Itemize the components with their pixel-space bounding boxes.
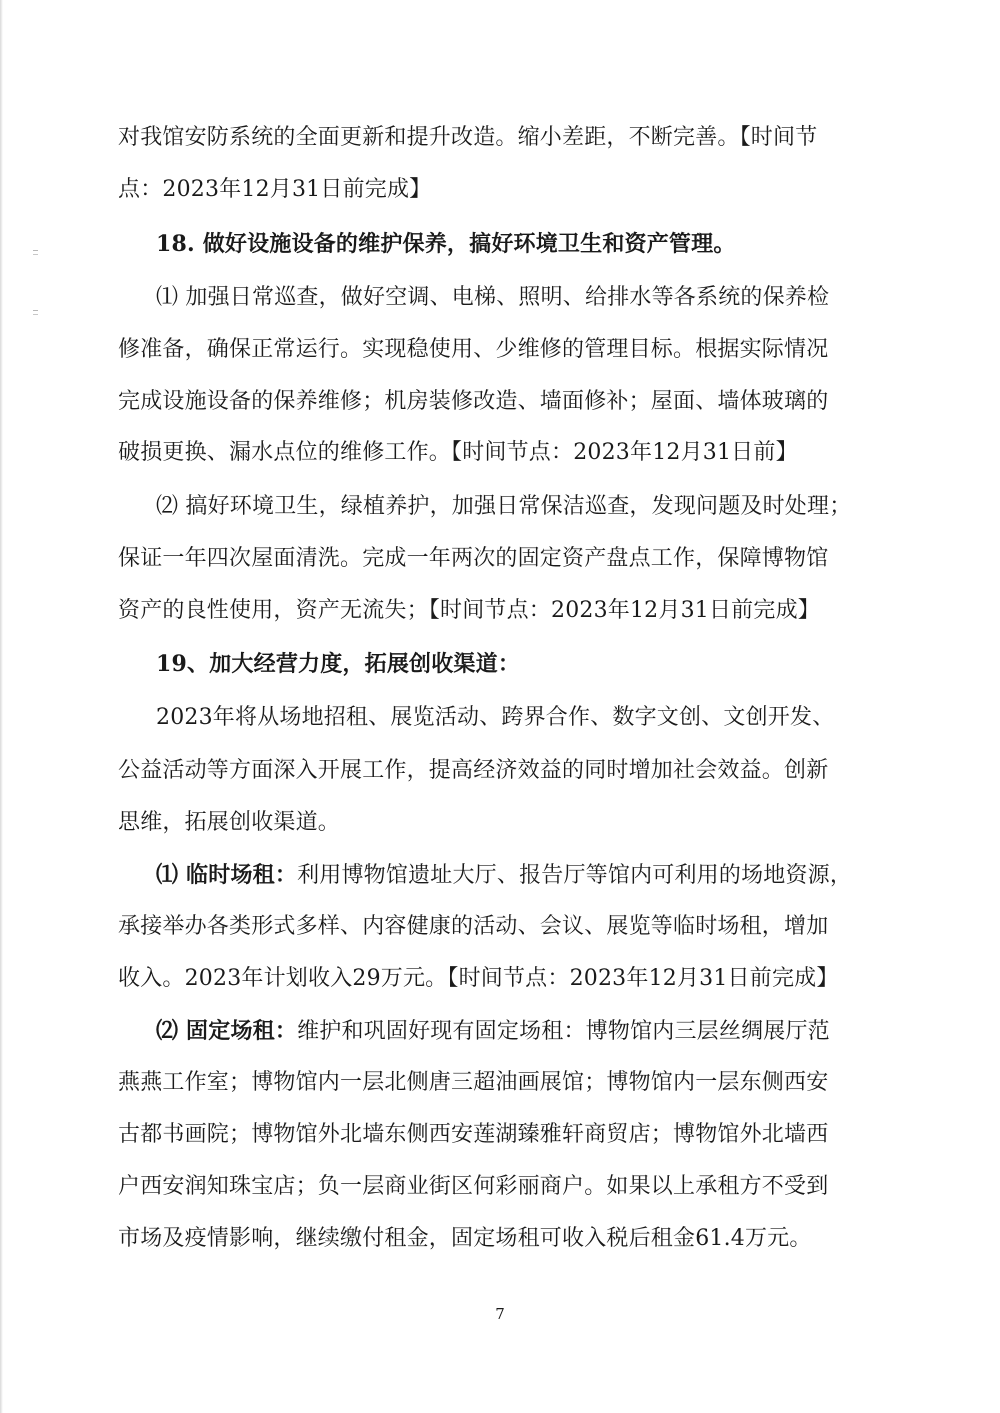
body-text-line: 完成设施设备的保养维修；机房装修改造、墙面修补；屋面、墙体玻璃的 <box>118 389 829 414</box>
item-label-fixed-rent: ⑵ 固定场租： <box>156 1018 298 1044</box>
body-text-line: 收入。2023年计划收入29万元。【时间节点：2023年12月31日前完成】 <box>118 966 839 991</box>
section-heading-18: 18. 做好设施设备的维护保养，搞好环境卫生和资产管理。 <box>156 231 736 257</box>
body-text-line: 思维，拓展创收渠道。 <box>118 810 341 835</box>
body-text-line: 燕燕工作室；博物馆内一层北侧唐三超油画展馆；博物馆内一层东侧西安 <box>118 1070 829 1095</box>
body-text-line: 户西安润知珠宝店；负一层商业街区何彩丽商户。如果以上承租方不受到 <box>118 1174 829 1199</box>
body-text-line: 破损更换、漏水点位的维修工作。【时间节点：2023年12月31日前】 <box>118 440 798 465</box>
body-text-line <box>156 860 852 891</box>
item-text: 维护和巩固好现有固定场租：博物馆内三层丝绸展厅范 <box>297 1019 830 1044</box>
body-text-line: 保证一年四次屋面清洗。完成一年两次的固定资产盘点工作，保障博物馆 <box>118 546 829 571</box>
body-text-line: 公益活动等方面深入开展工作，提高经济效益的同时增加社会效益。创新 <box>118 758 829 783</box>
body-text-line: 市场及疫情影响，继续缴付租金，固定场租可收入税后租金61.4万元。 <box>118 1226 812 1251</box>
body-text-line: 资产的良性使用，资产无流失；【时间节点：2023年12月31日前完成】 <box>118 598 820 623</box>
scan-speck <box>33 250 38 255</box>
body-text-line: 点：2023年12月31日前完成】 <box>118 177 432 202</box>
body-text-line: 修准备，确保正常运行。实现稳使用、少维修的管理目标。根据实际情况 <box>118 337 829 362</box>
body-text-line: 古都书画院；博物馆外北墙东侧西安莲湖臻雅轩商贸店；博物馆外北墙西 <box>118 1122 829 1147</box>
scan-speck <box>33 310 38 315</box>
body-text-line <box>156 1016 830 1047</box>
body-text-line: 承接举办各类形式多样、内容健康的活动、会议、展览等临时场租，增加 <box>118 914 829 939</box>
body-text-line: ⑴ 加强日常巡查，做好空调、电梯、照明、给排水等各系统的保养检 <box>156 285 830 310</box>
section-heading-19: 19、加大经营力度，拓展创收渠道： <box>156 651 521 677</box>
body-text-line: 2023年将从场地招租、展览活动、跨界合作、数字文创、文创开发、 <box>156 705 835 730</box>
item-text: 利用博物馆遗址大厅、报告厅等馆内可利用的场地资源， <box>297 863 853 888</box>
body-text-line: ⑵ 搞好环境卫生，绿植养护，加强日常保洁巡查，发现问题及时处理； <box>156 494 852 519</box>
item-label-temporary-rent: ⑴ 临时场租： <box>156 862 298 888</box>
scan-edge-shadow <box>0 0 3 1413</box>
body-text-line: 对我馆安防系统的全面更新和提升改造。缩小差距，不断完善。【时间节 <box>118 125 818 150</box>
page-number: 7 <box>495 1305 505 1323</box>
